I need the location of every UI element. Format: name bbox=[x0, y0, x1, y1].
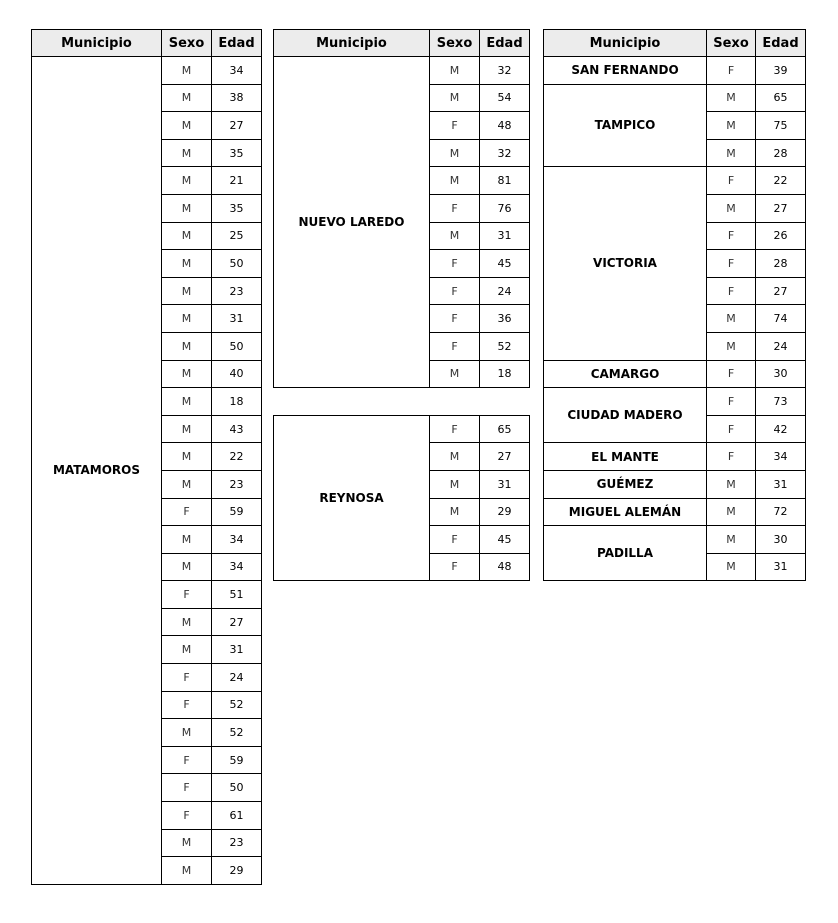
municipio-cell: NUEVO LAREDO bbox=[274, 57, 430, 388]
sexo-cell: F bbox=[430, 526, 480, 554]
edad-cell: 52 bbox=[212, 719, 262, 747]
edad-cell: 73 bbox=[756, 388, 806, 416]
sexo-cell: M bbox=[162, 443, 212, 471]
edad-cell: 30 bbox=[756, 526, 806, 554]
sexo-cell: M bbox=[430, 360, 480, 388]
sexo-cell: M bbox=[430, 57, 480, 85]
sexo-cell: F bbox=[162, 691, 212, 719]
edad-cell: 65 bbox=[480, 415, 530, 443]
edad-cell: 18 bbox=[480, 360, 530, 388]
sexo-cell: M bbox=[162, 857, 212, 885]
municipio-cell: VICTORIA bbox=[544, 167, 707, 360]
edad-cell: 76 bbox=[480, 194, 530, 222]
edad-cell: 48 bbox=[480, 553, 530, 581]
sexo-cell: M bbox=[162, 526, 212, 554]
sexo-cell: M bbox=[707, 112, 756, 140]
sexo-cell: F bbox=[430, 305, 480, 333]
edad-cell: 50 bbox=[212, 332, 262, 360]
edad-cell: 52 bbox=[212, 691, 262, 719]
municipio-table-3 bbox=[543, 29, 806, 581]
sexo-cell: F bbox=[707, 443, 756, 471]
table-row bbox=[544, 388, 806, 416]
sexo-cell: M bbox=[707, 498, 756, 526]
header-sexo: Sexo bbox=[430, 30, 480, 57]
sexo-cell: M bbox=[430, 470, 480, 498]
table-row bbox=[544, 57, 806, 85]
sexo-cell: M bbox=[162, 305, 212, 333]
sexo-cell: F bbox=[430, 112, 480, 140]
sexo-cell: F bbox=[707, 388, 756, 416]
sexo-cell: F bbox=[162, 664, 212, 692]
table-row bbox=[544, 167, 806, 195]
edad-cell: 34 bbox=[212, 526, 262, 554]
sexo-cell: M bbox=[707, 526, 756, 554]
edad-cell: 27 bbox=[480, 443, 530, 471]
header-municipio: Municipio bbox=[274, 30, 430, 57]
edad-cell: 59 bbox=[212, 746, 262, 774]
edad-cell: 27 bbox=[212, 112, 262, 140]
sexo-cell: M bbox=[162, 360, 212, 388]
sexo-cell: M bbox=[162, 470, 212, 498]
municipio-cell: EL MANTE bbox=[544, 443, 707, 471]
edad-cell: 36 bbox=[480, 305, 530, 333]
sexo-cell: M bbox=[707, 84, 756, 112]
sexo-cell: M bbox=[162, 222, 212, 250]
sexo-cell: F bbox=[707, 222, 756, 250]
sexo-cell: F bbox=[162, 802, 212, 830]
sexo-cell: F bbox=[707, 415, 756, 443]
edad-cell: 52 bbox=[480, 332, 530, 360]
municipio-cell: CIUDAD MADERO bbox=[544, 388, 707, 443]
table-row bbox=[544, 498, 806, 526]
sexo-cell: M bbox=[430, 443, 480, 471]
edad-cell: 54 bbox=[480, 84, 530, 112]
edad-cell: 35 bbox=[212, 139, 262, 167]
sexo-cell: M bbox=[162, 84, 212, 112]
header-sexo: Sexo bbox=[162, 30, 212, 57]
sexo-cell: M bbox=[707, 194, 756, 222]
header-edad: Edad bbox=[212, 30, 262, 57]
edad-cell: 65 bbox=[756, 84, 806, 112]
sexo-cell: F bbox=[162, 746, 212, 774]
sexo-cell: M bbox=[162, 636, 212, 664]
municipio-table-2 bbox=[273, 29, 530, 581]
edad-cell: 31 bbox=[212, 636, 262, 664]
edad-cell: 22 bbox=[756, 167, 806, 195]
table-row bbox=[32, 57, 262, 85]
sexo-cell: M bbox=[707, 139, 756, 167]
table-row bbox=[544, 84, 806, 112]
sexo-cell: M bbox=[162, 829, 212, 857]
header-edad: Edad bbox=[756, 30, 806, 57]
table-row bbox=[274, 57, 530, 85]
municipio-cell: CAMARGO bbox=[544, 360, 707, 388]
sexo-cell: F bbox=[707, 57, 756, 85]
sexo-cell: F bbox=[430, 194, 480, 222]
edad-cell: 32 bbox=[480, 57, 530, 85]
edad-cell: 59 bbox=[212, 498, 262, 526]
edad-cell: 24 bbox=[756, 332, 806, 360]
edad-cell: 31 bbox=[480, 470, 530, 498]
edad-cell: 75 bbox=[756, 112, 806, 140]
edad-cell: 24 bbox=[480, 277, 530, 305]
sexo-cell: M bbox=[162, 415, 212, 443]
sexo-cell: F bbox=[707, 250, 756, 278]
edad-cell: 45 bbox=[480, 250, 530, 278]
edad-cell: 28 bbox=[756, 139, 806, 167]
sexo-cell: F bbox=[707, 360, 756, 388]
edad-cell: 38 bbox=[212, 84, 262, 112]
table-row bbox=[544, 470, 806, 498]
table-row bbox=[544, 443, 806, 471]
edad-cell: 42 bbox=[756, 415, 806, 443]
edad-cell: 23 bbox=[212, 829, 262, 857]
header-sexo: Sexo bbox=[707, 30, 756, 57]
header-municipio: Municipio bbox=[544, 30, 707, 57]
edad-cell: 23 bbox=[212, 277, 262, 305]
edad-cell: 50 bbox=[212, 774, 262, 802]
sexo-cell: F bbox=[430, 250, 480, 278]
edad-cell: 29 bbox=[212, 857, 262, 885]
table-row bbox=[544, 526, 806, 554]
edad-cell: 18 bbox=[212, 388, 262, 416]
sexo-cell: M bbox=[162, 553, 212, 581]
municipio-cell: SAN FERNANDO bbox=[544, 57, 707, 85]
sexo-cell: M bbox=[707, 332, 756, 360]
edad-cell: 31 bbox=[756, 553, 806, 581]
municipio-cell: MATAMOROS bbox=[32, 57, 162, 885]
edad-cell: 50 bbox=[212, 250, 262, 278]
edad-cell: 27 bbox=[756, 277, 806, 305]
edad-cell: 22 bbox=[212, 443, 262, 471]
table-row bbox=[544, 360, 806, 388]
header-municipio: Municipio bbox=[32, 30, 162, 57]
edad-cell: 45 bbox=[480, 526, 530, 554]
sexo-cell: M bbox=[162, 57, 212, 85]
sexo-cell: M bbox=[162, 112, 212, 140]
sexo-cell: M bbox=[162, 608, 212, 636]
sexo-cell: M bbox=[430, 139, 480, 167]
sexo-cell: M bbox=[162, 719, 212, 747]
edad-cell: 39 bbox=[756, 57, 806, 85]
edad-cell: 43 bbox=[212, 415, 262, 443]
sexo-cell: M bbox=[162, 277, 212, 305]
edad-cell: 74 bbox=[756, 305, 806, 333]
edad-cell: 34 bbox=[756, 443, 806, 471]
edad-cell: 30 bbox=[756, 360, 806, 388]
sexo-cell: F bbox=[162, 581, 212, 609]
edad-cell: 81 bbox=[480, 167, 530, 195]
edad-cell: 31 bbox=[212, 305, 262, 333]
sexo-cell: F bbox=[707, 167, 756, 195]
edad-cell: 61 bbox=[212, 802, 262, 830]
edad-cell: 48 bbox=[480, 112, 530, 140]
edad-cell: 34 bbox=[212, 553, 262, 581]
municipio-table-1 bbox=[31, 29, 262, 885]
sexo-cell: F bbox=[707, 277, 756, 305]
edad-cell: 25 bbox=[212, 222, 262, 250]
table-row bbox=[274, 415, 530, 443]
sexo-cell: M bbox=[707, 305, 756, 333]
edad-cell: 34 bbox=[212, 57, 262, 85]
edad-cell: 31 bbox=[756, 470, 806, 498]
edad-cell: 27 bbox=[756, 194, 806, 222]
sexo-cell: F bbox=[162, 774, 212, 802]
sexo-cell: M bbox=[162, 332, 212, 360]
edad-cell: 32 bbox=[480, 139, 530, 167]
edad-cell: 26 bbox=[756, 222, 806, 250]
edad-cell: 28 bbox=[756, 250, 806, 278]
sexo-cell: M bbox=[430, 84, 480, 112]
sexo-cell: M bbox=[162, 388, 212, 416]
sexo-cell: M bbox=[162, 139, 212, 167]
sexo-cell: M bbox=[707, 470, 756, 498]
municipio-cell: TAMPICO bbox=[544, 84, 707, 167]
sexo-cell: M bbox=[162, 250, 212, 278]
edad-cell: 40 bbox=[212, 360, 262, 388]
edad-cell: 23 bbox=[212, 470, 262, 498]
edad-cell: 29 bbox=[480, 498, 530, 526]
sexo-cell: F bbox=[430, 332, 480, 360]
sexo-cell: M bbox=[430, 222, 480, 250]
sexo-cell: M bbox=[430, 167, 480, 195]
sexo-cell: M bbox=[430, 498, 480, 526]
sexo-cell: F bbox=[430, 553, 480, 581]
edad-cell: 51 bbox=[212, 581, 262, 609]
edad-cell: 31 bbox=[480, 222, 530, 250]
sexo-cell: M bbox=[707, 553, 756, 581]
municipio-cell: PADILLA bbox=[544, 526, 707, 581]
municipio-cell: GUÉMEZ bbox=[544, 470, 707, 498]
sexo-cell: F bbox=[430, 415, 480, 443]
sexo-cell: M bbox=[162, 194, 212, 222]
edad-cell: 21 bbox=[212, 167, 262, 195]
sexo-cell: M bbox=[162, 167, 212, 195]
edad-cell: 72 bbox=[756, 498, 806, 526]
sexo-cell: F bbox=[162, 498, 212, 526]
header-edad: Edad bbox=[480, 30, 530, 57]
sexo-cell: F bbox=[430, 277, 480, 305]
edad-cell: 27 bbox=[212, 608, 262, 636]
municipio-cell: MIGUEL ALEMÁN bbox=[544, 498, 707, 526]
edad-cell: 24 bbox=[212, 664, 262, 692]
edad-cell: 35 bbox=[212, 194, 262, 222]
municipio-cell: REYNOSA bbox=[274, 415, 430, 581]
